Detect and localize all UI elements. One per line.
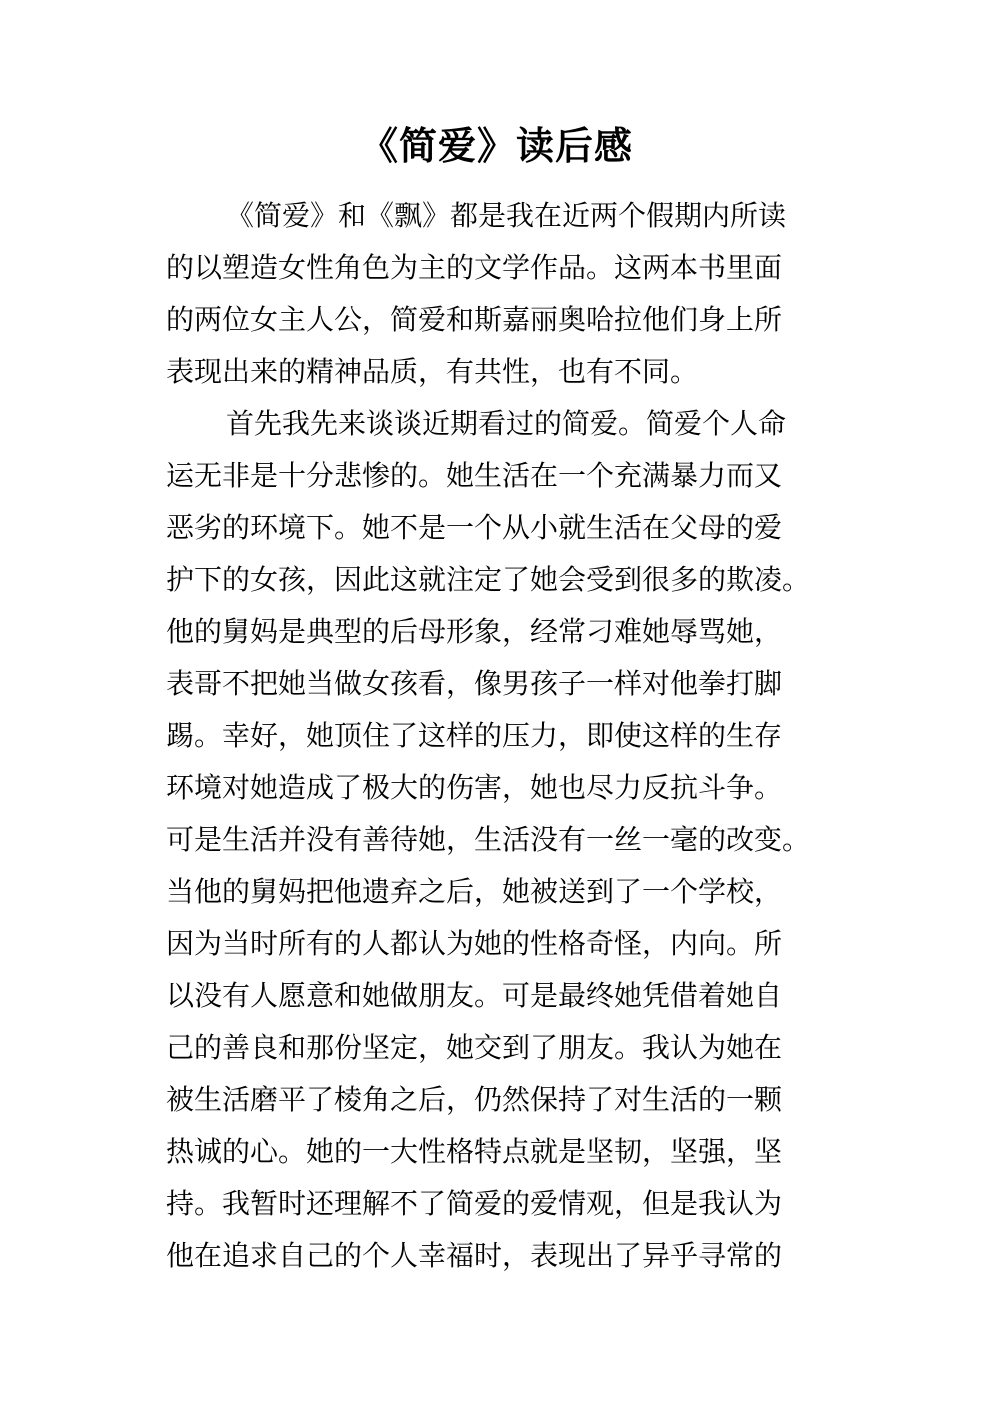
text-line: 以没有人愿意和她做朋友。可是最终她凭借着她自 <box>166 979 783 1012</box>
text-line: 环境对她造成了极大的伤害，她也尽力反抗斗争。 <box>166 771 783 804</box>
text-line: 可是生活并没有善待她，生活没有一丝一毫的改变。 <box>166 823 811 856</box>
text-line: 持。我暂时还理解不了简爱的爱情观，但是我认为 <box>166 1187 783 1220</box>
text-line: 因为当时所有的人都认为她的性格奇怪，内向。所 <box>166 927 783 960</box>
document-body <box>166 190 866 1282</box>
text-line: 他在追求自己的个人幸福时，表现出了异乎寻常的 <box>166 1239 783 1272</box>
text-line: 他的舅妈是典型的后母形象，经常刁难她辱骂她， <box>166 615 783 648</box>
text-line: 踢。幸好，她顶住了这样的压力，即使这样的生存 <box>166 719 783 752</box>
text-line: 当他的舅妈把他遗弃之后，她被送到了一个学校， <box>166 875 783 908</box>
text-line: 《简爱》和《飘》都是我在近两个假期内所读 <box>226 199 787 232</box>
text-line: 的以塑造女性角色为主的文学作品。这两本书里面 <box>166 251 783 284</box>
text-line: 恶劣的环境下。她不是一个从小就生活在父母的爱 <box>166 511 783 544</box>
text-line: 护下的女孩，因此这就注定了她会受到很多的欺凌。 <box>166 563 811 596</box>
document-title: 《简爱》读后感 <box>359 124 633 168</box>
text-line: 运无非是十分悲惨的。她生活在一个充满暴力而又 <box>166 459 783 492</box>
text-line: 己的善良和那份坚定，她交到了朋友。我认为她在 <box>166 1031 783 1064</box>
text-line: 表哥不把她当做女孩看，像男孩子一样对他拳打脚 <box>166 667 783 700</box>
text-line: 首先我先来谈谈近期看过的简爱。简爱个人命 <box>226 407 787 440</box>
text-line: 被生活磨平了棱角之后，仍然保持了对生活的一颗 <box>166 1083 783 1116</box>
text-line: 的两位女主人公，简爱和斯嘉丽奥哈拉他们身上所 <box>166 303 783 336</box>
text-line: 热诚的心。她的一大性格特点就是坚韧，坚强，坚 <box>166 1135 783 1168</box>
text-line: 表现出来的精神品质，有共性，也有不同。 <box>166 355 699 388</box>
